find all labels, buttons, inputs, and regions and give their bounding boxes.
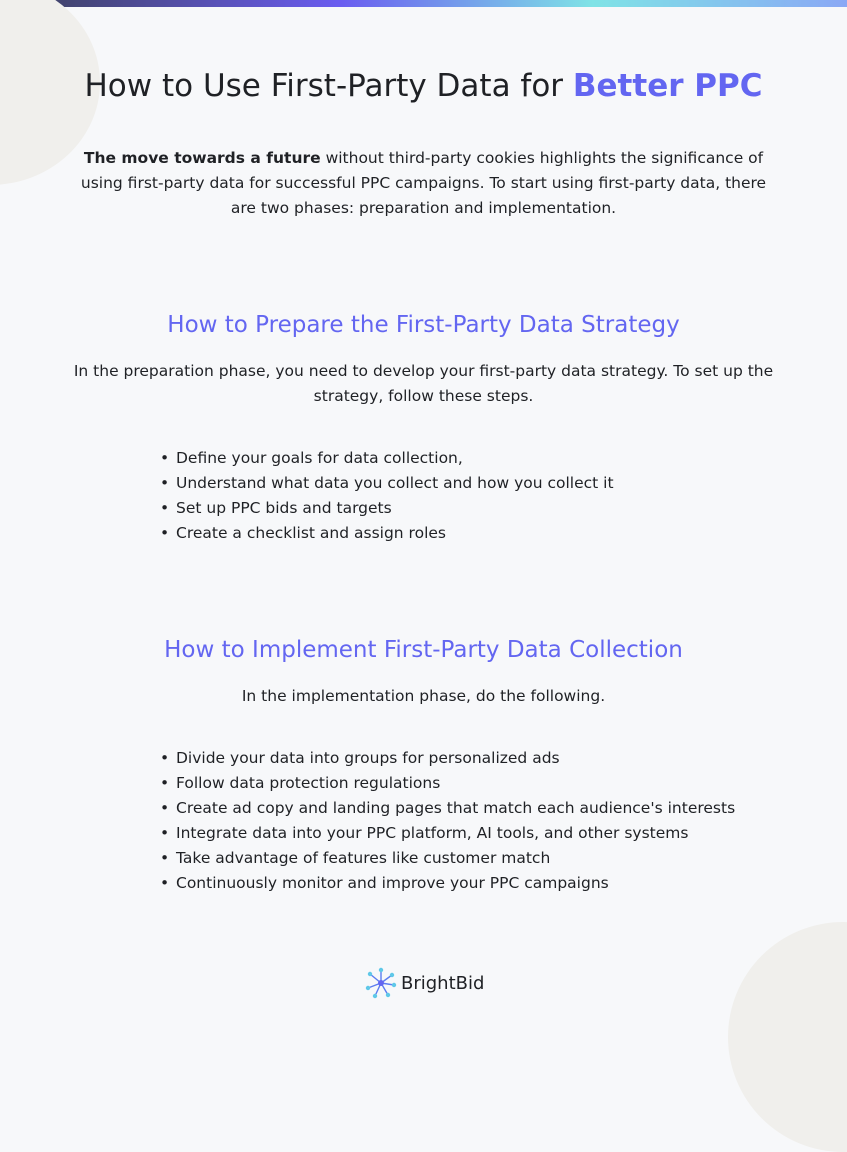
list-item: • Take advantage of features like customer match: [160, 846, 735, 871]
implement-list: [160, 746, 735, 896]
title-main: How to Use First-Party Data for: [84, 68, 573, 104]
brand-name: BrightBid: [401, 972, 485, 994]
list-item: • Integrate data into your PPC platform, AI tools, and other systems: [160, 821, 735, 846]
list-item: • Set up PPC bids and targets: [160, 496, 614, 521]
list-item: • Follow data protection regulations: [160, 771, 735, 796]
intro-text: without third-party cookies highlights the significance of using first-party data for successful PPC campaigns. To start using first-party data, there are two phases: preparation and implementation.: [80, 149, 767, 217]
footer-brand: [365, 966, 484, 1000]
list-item: • Divide your data into groups for personalized ads: [160, 746, 735, 771]
page-title: [0, 68, 847, 104]
brightbid-logo-icon: [365, 967, 397, 999]
prepare-paragraph: In the preparation phase, you need to develop your first-party data strategy. To set up the strategy, follow these steps.: [73, 362, 774, 405]
prepare-heading: How to Prepare the First-Party Data Strategy: [167, 312, 680, 338]
list-item: • Define your goals for data collection,: [160, 446, 614, 471]
list-item: • Understand what data you collect and how you collect it: [160, 471, 614, 496]
prepare-list: [160, 446, 614, 546]
implement-paragraph: In the implementation phase, do the following.: [241, 687, 606, 705]
list-item: • Continuously monitor and improve your PPC campaigns: [160, 871, 735, 896]
intro-paragraph: [70, 146, 777, 221]
implement-heading: How to Implement First-Party Data Collection: [164, 637, 683, 663]
top-gradient-bar: [0, 0, 847, 7]
list-item: • Create ad copy and landing pages that match each audience's interests: [160, 796, 735, 821]
decorative-blob-bottom-right: [728, 922, 847, 1152]
title-accent: Better PPC: [572, 68, 763, 104]
intro-bold: The move towards a future: [83, 149, 321, 167]
list-item: • Create a checklist and assign roles: [160, 521, 614, 546]
